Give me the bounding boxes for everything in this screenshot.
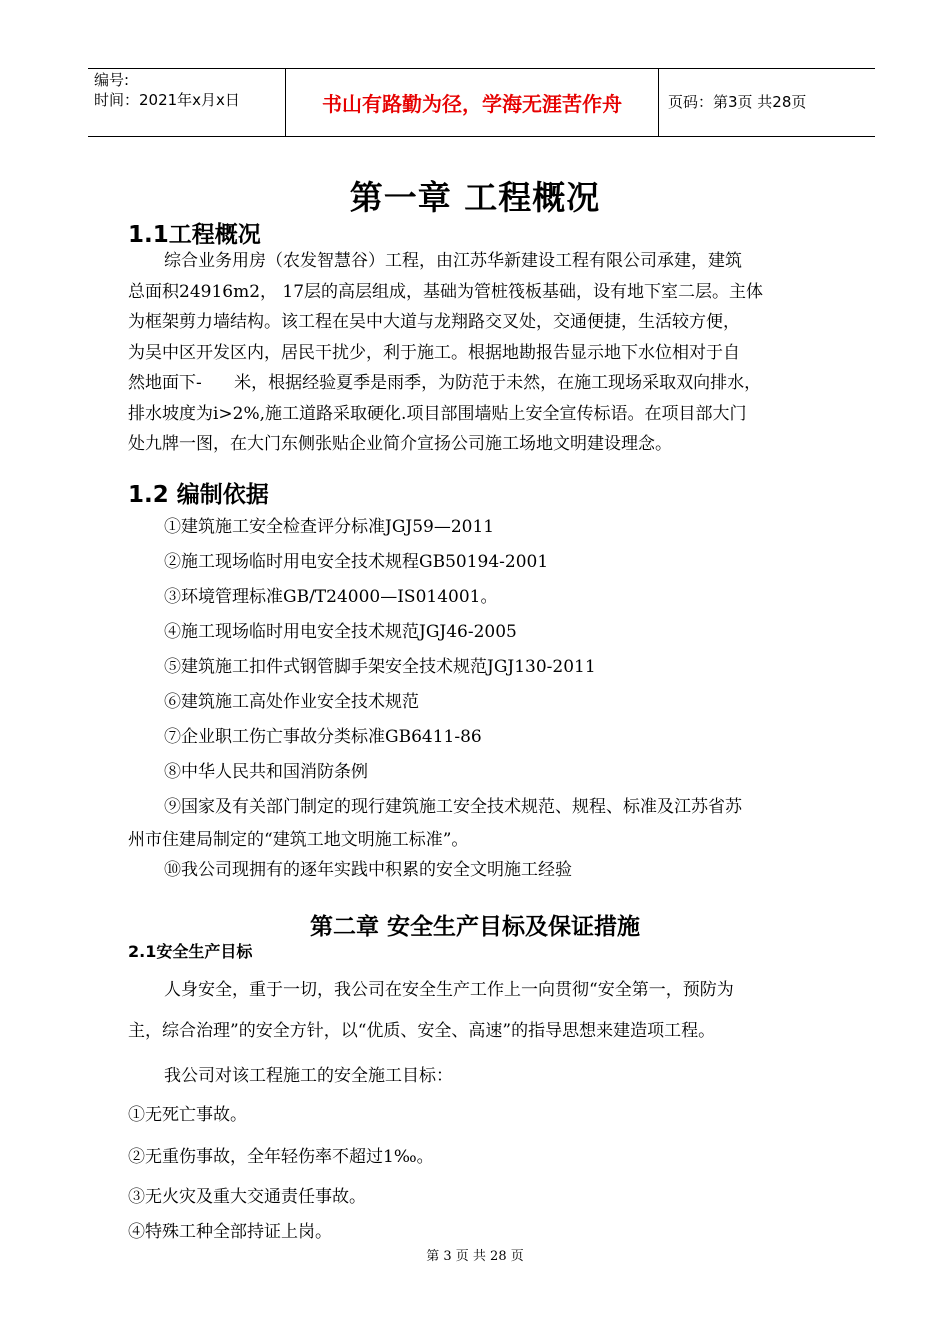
list-item: ③环境管理标准GB/T24000—IS014001。 — [164, 587, 498, 607]
header-bottom-rule — [88, 136, 875, 137]
goal-item: ④特殊工种全部持证上岗。 — [128, 1222, 332, 1242]
paragraph-line: 为吴中区开发区内，居民干扰少，利于施工。根据地勘报告显示地下水位相对于自 — [128, 342, 740, 363]
paragraph-line: 人身安全，重于一切，我公司在安全生产工作上一向贯彻“安全第一，预防为 — [164, 980, 734, 1000]
goal-item: ①无死亡事故。 — [128, 1105, 247, 1125]
header-motto: 书山有路勤为径，学海无涯苦作舟 — [322, 91, 622, 116]
paragraph-line: 然地面下- 米，根据经验夏季是雨季，为防范于未然，在施工现场采取双向排水， — [128, 373, 762, 393]
header-divider-right — [658, 68, 659, 136]
paragraph-line: 排水坡度为i>2%,施工道路采取硬化.项目部围墙贴上安全宣传标语。在项目部大门 — [128, 403, 747, 424]
page-footer: 第 3 页 共 28 页 — [426, 1249, 524, 1264]
list-item: ⑥建筑施工高处作业安全技术规范 — [164, 692, 419, 712]
section-1-1-heading: 1.1工程概况 — [128, 222, 261, 248]
header-page-info: 页码：第3页 共28页 — [668, 93, 807, 111]
list-item: 州市住建局制定的“建筑工地文明施工标准”。 — [128, 830, 469, 850]
header-number-label: 编号: — [94, 71, 130, 89]
list-item: ④施工现场临时用电安全技术规范JGJ46-2005 — [164, 622, 517, 642]
list-item: ⑦企业职工伤亡事故分类标准GB6411-86 — [164, 727, 482, 747]
chapter1-title: 第一章 工程概况 — [349, 178, 601, 217]
list-item: ⑧中华人民共和国消防条例 — [164, 762, 368, 782]
section-2-1-heading: 2.1安全生产目标 — [128, 942, 253, 961]
paragraph-line: 我公司对该工程施工的安全施工目标： — [164, 1066, 453, 1086]
paragraph-line: 主，综合治理”的安全方针，以“优质、安全、高速”的指导思想来建造项工程。 — [128, 1021, 716, 1041]
chapter2-title: 第二章 安全生产目标及保证措施 — [309, 914, 640, 940]
list-item: ②施工现场临时用电安全技术规程GB50194-2001 — [164, 552, 549, 572]
header-left-cell — [94, 70, 240, 110]
paragraph-line: 总面积24916m2， 17层的高层组成，基础为管桩筏板基础，设有地下室二层。主体 — [128, 281, 764, 302]
goal-item: ②无重伤事故，全年轻伤率不超过1‰。 — [128, 1147, 434, 1167]
list-item: ⑩我公司现拥有的逐年实践中积累的安全文明施工经验 — [164, 860, 572, 880]
section-2-1-body — [128, 970, 840, 1250]
paragraph-line: 综合业务用房（农发智慧谷）工程，由江苏华新建设工程有限公司承建，建筑 — [164, 251, 742, 271]
list-item: ⑨国家及有关部门制定的现行建筑施工安全技术规范、规程、标准及江苏省苏 — [164, 797, 742, 817]
goal-item: ③无火灾及重大交通责任事故。 — [128, 1187, 366, 1207]
header-time-label: 时间：2021年x月x日 — [94, 91, 240, 109]
list-item: ⑤建筑施工扣件式钢管脚手架安全技术规范JGJ130-2011 — [164, 657, 596, 677]
paragraph-line: 为框架剪力墙结构。该工程在吴中大道与龙翔路交叉处，交通便捷，生活较方便， — [128, 312, 740, 332]
section-1-1-paragraph — [128, 246, 840, 460]
section-1-2-heading: 1.2 编制依据 — [128, 482, 269, 508]
list-item: ①建筑施工安全检查评分标准JGJ59—2011 — [164, 517, 495, 537]
paragraph-line: 处九牌一图，在大门东侧张贴企业简介宣扬公司施工场地文明建设理念。 — [128, 434, 672, 454]
